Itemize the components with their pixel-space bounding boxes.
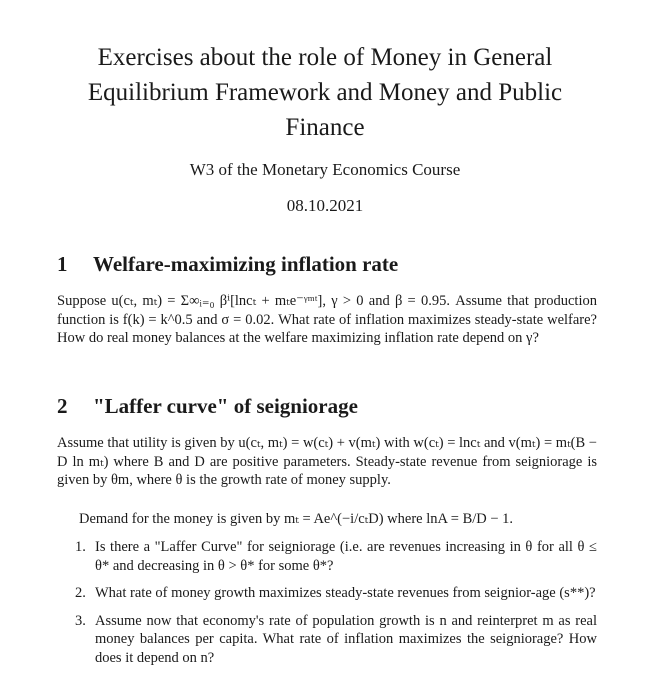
course-subtitle: W3 of the Monetary Economics Course xyxy=(189,160,461,179)
title-line-1: Exercises about the role of Money in General xyxy=(97,44,553,71)
question-number: 2. xyxy=(75,585,86,602)
question-number: 1. xyxy=(75,539,86,555)
question-list xyxy=(57,538,597,677)
document-date: 08.10.2021 xyxy=(286,196,364,215)
section-2-paragraph-2: Demand for the money is given by mₜ = Ae^(−i/cₜD) where lnA = B/D − 1. xyxy=(79,511,514,527)
section-2-number: 2 xyxy=(57,394,68,418)
question-text: What rate of money growth maximizes steady-state revenues from seignior-age (s**)? xyxy=(95,585,596,602)
section-1-number: 1 xyxy=(57,252,68,276)
document-title xyxy=(40,40,610,145)
title-line-2: Equilibrium Framework and Money and Public xyxy=(87,79,563,106)
section-1-heading xyxy=(57,252,398,277)
question-item xyxy=(57,584,597,603)
section-1-title: Welfare-maximizing inflation rate xyxy=(93,252,399,276)
section-2-paragraph-1: Assume that utility is given by u(cₜ, mₜ) = w(cₜ) + v(mₜ) with w(cₜ) = lncₜ and v(mₜ) = mₜ(B − D ln mₜ) where B and D are positive parameters. Steady-state revenue from seigniorage is given by θm, where θ is the growth rate of money supply. xyxy=(57,435,597,489)
section-2-heading xyxy=(57,394,358,419)
question-item xyxy=(57,612,597,668)
section-2-title: "Laffer curve" of seigniorage xyxy=(93,394,358,418)
question-item xyxy=(57,538,597,575)
title-line-3: Finance xyxy=(285,114,365,141)
question-text: Is there a "Laffer Curve" for seigniorage (i.e. are revenues increasing in θ for all θ ≤ θ* and decreasing in θ > θ* for some θ*? xyxy=(95,539,597,574)
section-1-text: Suppose u(cₜ, mₜ) = Σ∞ᵢ₌₀ βⁱ[lncₜ + mₜe⁻ᵞᵐᵗ], γ > 0 and β = 0.95. Assume that production function is f(k) = k^0.5 and σ = 0.02. What rate of inflation maximizes steady-state welfare? How do real money balances at the welfare maximizing inflation rate depend on γ? xyxy=(57,293,597,347)
question-number: 3. xyxy=(75,612,86,629)
question-text: Assume now that economy's rate of population growth is n and reinterpret m as real money balances per capita. What rate of inflation maximizes the seigniorage? How does it depend on n? xyxy=(95,612,597,666)
